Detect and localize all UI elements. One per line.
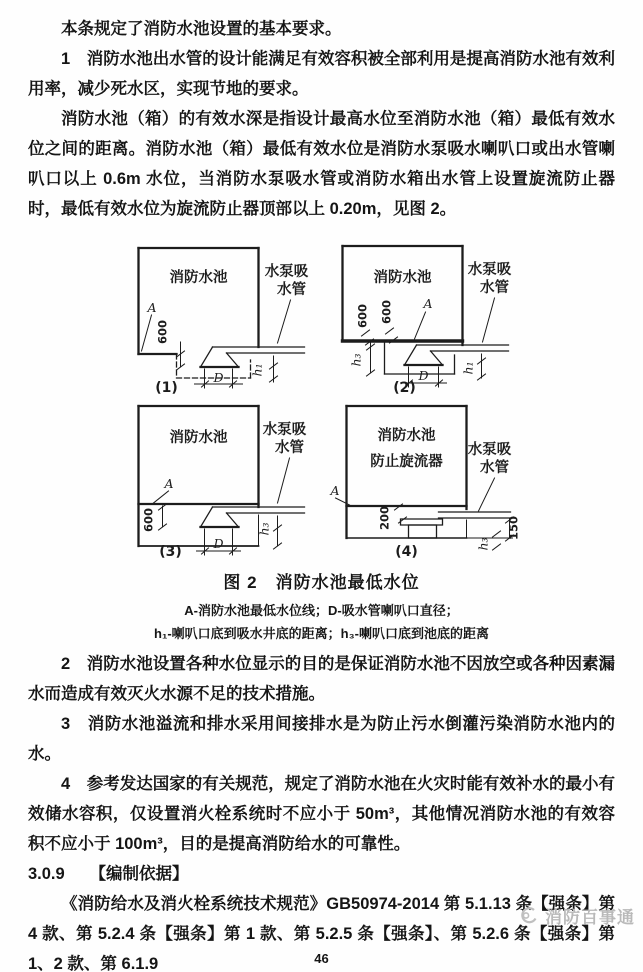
figure-legend (120, 599, 524, 645)
device-label: 防止旋流器 (369, 454, 443, 470)
pump-leader-line (277, 300, 290, 343)
paragraph-reference: 《消防给水及消火栓系统技术规范》GB50974-2014 第 5.1.13 条【强条】第 4 款、第 5.2.4 条【强条】第 1 款、第 5.2.5 条【强条】、第 5.2.6 条【强条】第 1、2 款、第 6.1.9 (28, 895, 615, 972)
figure-grid (120, 236, 524, 558)
label-h1: h₁ (249, 363, 264, 377)
label-h3: h₃ (256, 522, 271, 536)
diagram-2-fire-tank (324, 236, 524, 396)
top-text-block (0, 0, 643, 224)
pump-label-line2: 水管 (479, 460, 509, 476)
suction-pipe (438, 512, 510, 518)
dimension-h1 (477, 354, 485, 380)
diagram-index: (3) (158, 544, 182, 558)
diagram-4-fire-tank-antivortex (324, 398, 524, 558)
a-leader-line (414, 312, 425, 339)
paragraph-item4: 4 参考发达国家的有关规范，规定了消防水池在火灾时能有效补水的最小有效储水容积，仅设置消火栓系统时不应小于 50m³，其他情况消防水池的有效容积不应小于 100m³，目的是提高消防给水的可靠性。 (28, 775, 615, 853)
tank-label: 消防水池 (373, 270, 431, 286)
bell-mouth (404, 345, 442, 365)
watermark-logo-icon (518, 905, 540, 927)
watermark (518, 903, 635, 928)
pump-label-line2: 水管 (274, 440, 304, 456)
bell-mouth (200, 507, 238, 527)
diagram-index: (2) (392, 380, 416, 396)
dimension-h3 (492, 531, 500, 550)
diagram-index: (1) (154, 380, 178, 396)
paragraph-item1: 1 消防水池出水管的设计能满足有效容积被全部利用是提高消防水池有效利用率，减少死水区，实现节地的要求。 (28, 50, 615, 98)
legend-line-2: h₁-喇叭口底到吸水井底的距离；h₃-喇叭口底到池底的距离 (154, 626, 489, 641)
pump-label-line2: 水管 (479, 280, 509, 296)
label-600: 600 (155, 319, 169, 345)
page-number: 46 (314, 951, 329, 966)
dimension-h3 (366, 343, 374, 376)
pump-leader-line (482, 298, 494, 342)
label-150: 150 (506, 515, 520, 541)
bell-mouth (200, 347, 238, 367)
label-a: A (147, 300, 157, 315)
label-h1: h₁ (460, 361, 475, 375)
dimension-h3 (273, 516, 281, 549)
tank-outline (342, 246, 462, 345)
tank-label: 消防水池 (169, 270, 227, 286)
label-d: D (212, 536, 224, 551)
label-h3: h₃ (475, 537, 490, 551)
tank-label: 消防水池 (169, 430, 227, 446)
pump-leader-line (478, 478, 494, 511)
label-200: 200 (377, 505, 391, 531)
label-d: D (212, 370, 224, 385)
paragraph-item2: 2 消防水池设置各种水位显示的目的是保证消防水池不因放空或各种因素漏水而造成有效灭火水源不足的技术措施。 (28, 655, 615, 703)
label-a: A (423, 296, 433, 311)
dimension-600-a (361, 330, 373, 345)
pump-label-line1: 水泵吸 (467, 442, 511, 458)
watermark-text: 消防百事通 (545, 908, 635, 927)
pump-leader-line (277, 458, 289, 503)
diagram-3-fire-tank (120, 398, 320, 558)
label-600: 600 (141, 507, 155, 533)
anti-vortex-device (400, 519, 442, 538)
label-600-a: 600 (355, 303, 369, 329)
paragraph-intro: 本条规定了消防水池设置的基本要求。 (61, 20, 342, 38)
pump-label-line1: 水泵吸 (262, 422, 306, 438)
figure-caption: 图 2 消防水池最低水位 (223, 573, 420, 592)
a-leader-line (153, 491, 168, 503)
a-leader-line (141, 315, 151, 351)
pump-label-line1: 水泵吸 (264, 264, 308, 280)
diagram-index: (4) (394, 544, 418, 558)
dimension-600 (158, 504, 166, 530)
section-heading: 3.0.9 【编制依据】 (28, 865, 189, 883)
diagram-1-fire-tank (120, 236, 320, 396)
label-600-b: 600 (379, 299, 393, 325)
tank-outline (138, 406, 258, 546)
label-h3: h₃ (348, 353, 363, 367)
label-d: D (417, 368, 429, 383)
legend-line-1: A-消防水池最低水位线；D-吸水管喇叭口直径； (184, 603, 459, 618)
figure-2 (120, 236, 524, 645)
dimension-600 (176, 342, 184, 370)
pump-label-line1: 水泵吸 (467, 262, 511, 278)
label-a: A (164, 476, 174, 491)
paragraph-water-depth: 消防水池（箱）的有效水深是指设计最高水位至消防水池（箱）最低有效水位之间的距离。消防水池（箱）最低有效水位是消防水泵吸水喇叭口或出水管喇叭口以上 0.6m 水位，当消防水泵吸水管或消防水箱出水管上设置旋流防止器时，最低有效水位为旋流防止器顶部以上 0.20m，见图 2。 (28, 110, 615, 218)
dimension-h1 (269, 356, 277, 382)
label-a: A (330, 483, 340, 498)
paragraph-item3: 3 消防水池溢流和排水采用间接排水是为防止污水倒灌污染消防水池内的水。 (28, 715, 615, 763)
tank-label: 消防水池 (377, 428, 435, 444)
pump-label-line2: 水管 (276, 282, 306, 298)
